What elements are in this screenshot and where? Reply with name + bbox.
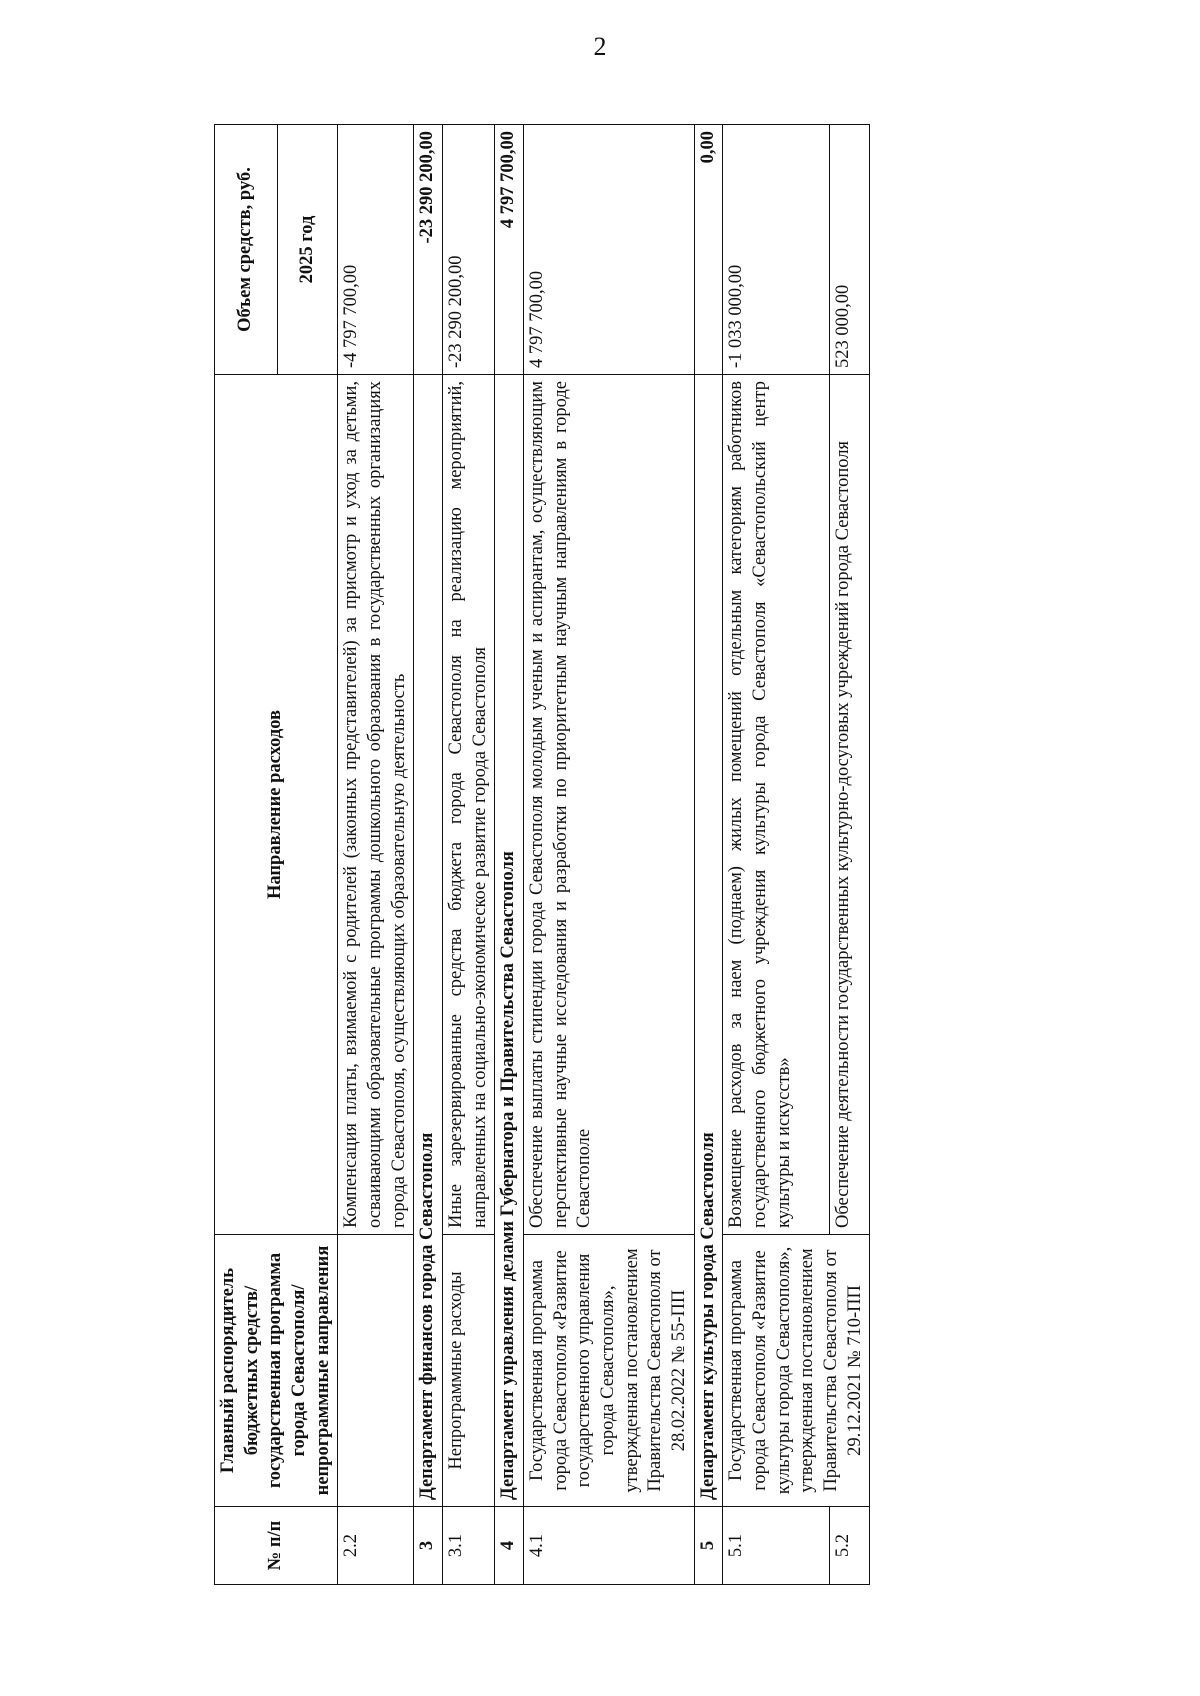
row-program: Непрограммные расходы xyxy=(443,1235,495,1507)
row-direction: Иные зарезервированные средства бюджета города Севастополя на реализацию мероприятий, направленных на социально-экономическое развитие города Севастополя xyxy=(443,375,495,1235)
row-program xyxy=(338,1235,414,1507)
table-row xyxy=(524,125,695,1585)
header-volume: Объем средств, руб. xyxy=(215,125,278,375)
expenditure-table xyxy=(214,124,870,1585)
dept-num: 5 xyxy=(694,1507,723,1585)
row-amount: 4 797 700,00 xyxy=(524,125,695,375)
row-num: 5.2 xyxy=(830,1507,870,1585)
dept-amount: 4 797 700,00 xyxy=(495,125,524,375)
header-direction: Направление расходов xyxy=(215,375,338,1235)
department-row xyxy=(694,125,723,1585)
row-amount: -23 290 200,00 xyxy=(443,125,495,375)
page-number: 2 xyxy=(593,32,607,61)
dept-name: Департамент культуры города Севастополя xyxy=(694,375,723,1507)
row-direction: Обеспечение деятельности государственных культурно-досуговых учреждений города Севастополя xyxy=(830,375,870,1235)
dept-amount: 0,00 xyxy=(694,125,723,375)
table-row xyxy=(338,125,414,1585)
department-row xyxy=(414,125,443,1585)
dept-name: Департамент управления делами Губернатора и Правительства Севастополя xyxy=(495,375,524,1507)
row-num: 3.1 xyxy=(443,1507,495,1585)
header-num: № п/п xyxy=(215,1507,338,1585)
row-amount: -4 797 700,00 xyxy=(338,125,414,375)
dept-num: 4 xyxy=(495,1507,524,1585)
row-num: 4.1 xyxy=(524,1507,695,1585)
row-amount: 523 000,00 xyxy=(830,125,870,375)
header-year: 2025 год xyxy=(278,125,338,375)
row-direction: Компенсация платы, взимаемой с родителей (законных представителей) за присмотр и уход за детьми, осваивающими образовательные программы дошкольного образования в государственных организациях города Севастополя, осуществляющих образовательную деятельность xyxy=(338,375,414,1235)
row-amount: -1 033 000,00 xyxy=(723,125,830,375)
department-row xyxy=(495,125,524,1585)
row-program: Государственная программа города Севастополя «Развитие государственного управления города Севастополя», утвержденная постановлением Правительства Севастополя от 28.02.2022 № 55-ПП xyxy=(524,1235,695,1507)
table-row xyxy=(443,125,495,1585)
header-program: Главный распорядитель бюджетных средств/государственная программа города Севастополя/непрограммные направления xyxy=(215,1235,338,1507)
rotated-table-container xyxy=(214,125,1004,1585)
row-program: Государственная программа города Севастополя «Развитие культуры города Севастополя», утвержденная постановлением Правительства Севастополя от 29.12.2021 № 710-ПП xyxy=(723,1235,870,1507)
row-direction: Возмещение расходов за наем (поднаем) жилых помещений отдельным категориям работников государственного бюджетного учреждения культуры города Севастополя «Севастопольский центр культуры и искусств» xyxy=(723,375,830,1235)
dept-name: Департамент финансов города Севастополя xyxy=(414,375,443,1507)
row-num: 2.2 xyxy=(338,1507,414,1585)
dept-num: 3 xyxy=(414,1507,443,1585)
row-direction: Обеспечение выплаты стипендии города Севастополя молодым ученым и аспирантам, осуществляющим перспективные научные исследования и разработки по приоритетным научным направлениям в городе Севастополе xyxy=(524,375,695,1235)
table-row xyxy=(723,125,830,1585)
dept-amount: -23 290 200,00 xyxy=(414,125,443,375)
row-num: 5.1 xyxy=(723,1507,830,1585)
